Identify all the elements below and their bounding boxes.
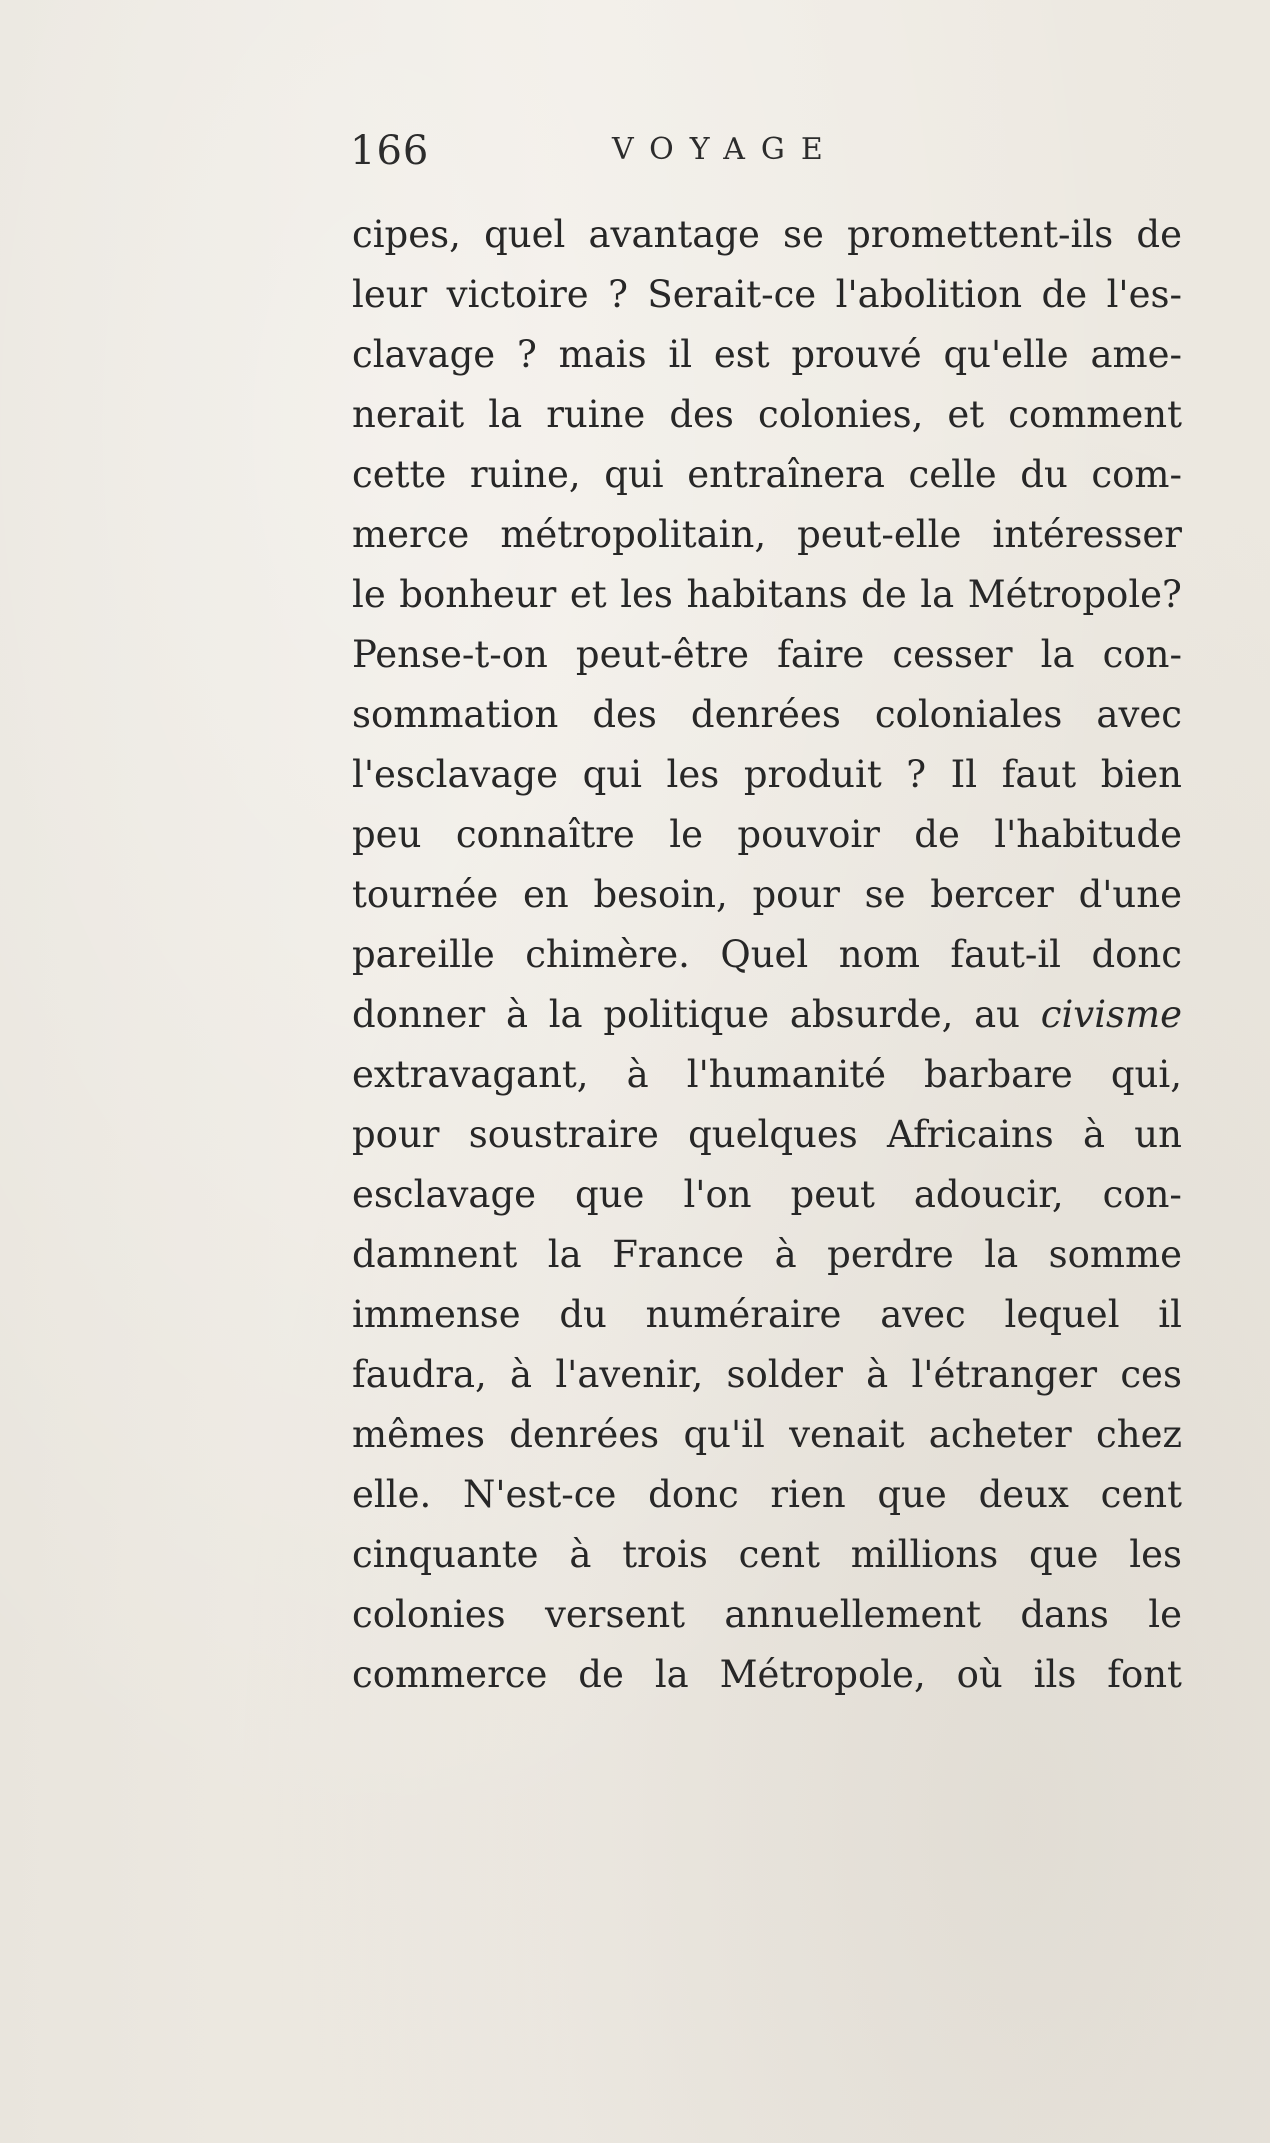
text-line: elle. N'est-ce donc rien que deux cent [352,1473,1182,1516]
page-header [350,128,990,188]
text-line: cinquante à trois cent millions que les [352,1533,1182,1576]
text-line: Pense-t-on peut-être faire cesser la con- [352,633,1182,676]
text-line: mêmes denrées qu'il venait acheter chez [352,1413,1182,1456]
text-line: donner à la politique absurde, au civisme [352,993,1182,1036]
text-line: faudra, à l'avenir, solder à l'étranger ces [352,1353,1182,1396]
text-line: l'esclavage qui les produit ? Il faut bien [352,753,1182,796]
text-line: colonies versent annuellement dans le [352,1593,1182,1636]
text-line: tournée en besoin, pour se bercer d'une [352,873,1182,916]
page-number: 166 [350,128,430,174]
text-line: commerce de la Métropole, où ils font [352,1653,1182,1696]
text-line: pour soustraire quelques Africains à un [352,1113,1182,1156]
text-line: esclavage que l'on peut adoucir, con- [352,1173,1182,1216]
text-line: leur victoire ? Serait-ce l'abolition de l'es- [352,273,1182,316]
text-line: merce métropolitain, peut-elle intéresser [352,513,1182,556]
text-line: pareille chimère. Quel nom faut-il donc [352,933,1182,976]
text-line: damnent la France à perdre la somme [352,1233,1182,1276]
text-line: peu connaître le pouvoir de l'habitude [352,813,1182,856]
text-line: le bonheur et les habitans de la Métropole? [352,573,1182,616]
text-line: sommation des denrées coloniales avec [352,693,1182,736]
running-head: VOYAGE [612,132,839,167]
text-line: immense du numéraire avec lequel il [352,1293,1182,1336]
text-line: extravagant, à l'humanité barbare qui, [352,1053,1182,1096]
text-line: cipes, quel avantage se promettent-ils de [352,213,1182,256]
body-text [352,205,1182,1705]
text-line: clavage ? mais il est prouvé qu'elle ame- [352,333,1182,376]
text-line: cette ruine, qui entraînera celle du com- [352,453,1182,496]
text-line: nerait la ruine des colonies, et comment [352,393,1182,436]
